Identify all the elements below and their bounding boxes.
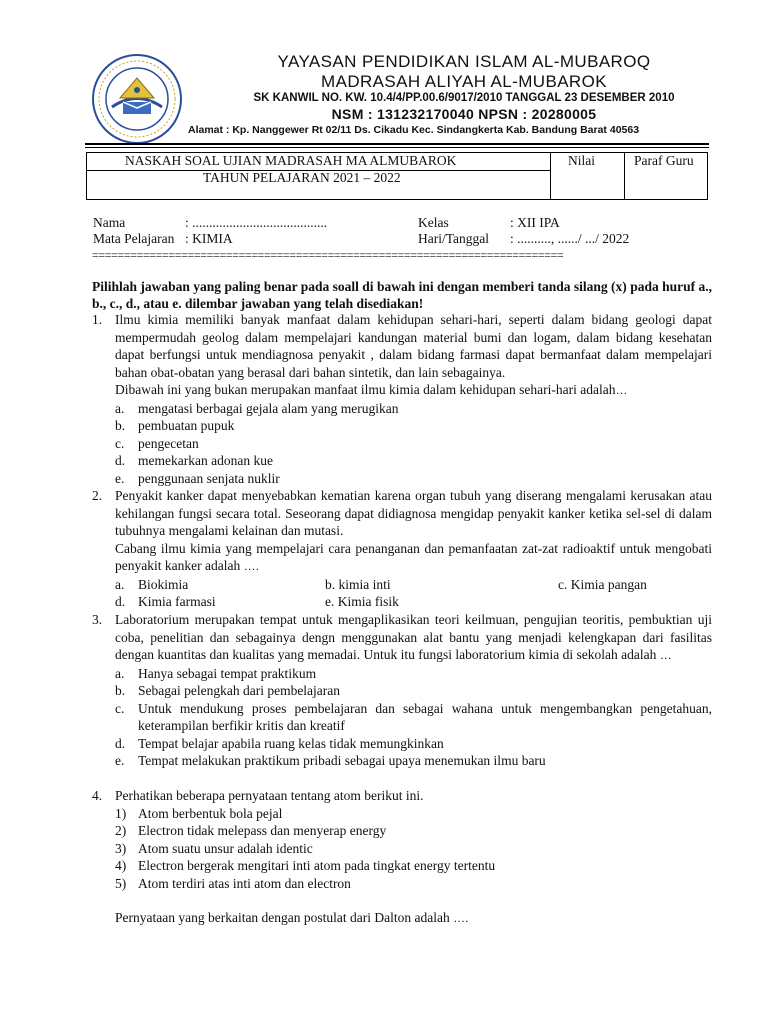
answer-option-a[interactable]: a. Hanya sebagai tempat praktikum [115,665,317,681]
nama-label: Nama [93,215,126,230]
mapel-label: Mata Pelajaran [93,231,175,246]
question-4 [92,787,712,928]
mapel-value: : KIMIA [185,231,233,246]
table-divider [550,153,551,199]
kelas-value: : XII IPA [510,215,560,230]
question-number: 1. [92,312,103,327]
answer-option-a-text[interactable]: Biokimia [138,576,189,592]
question-2 [92,487,712,611]
answer-option-e[interactable]: e. Tempat melakukan praktikum pribadi sebagai upaya menemukan ilmu baru [115,753,546,768]
divider-line: ========================================================================== [92,248,564,262]
question-text: Perhatikan beberapa pernyataan tentang atom berikut ini. [115,788,424,803]
answer-option-d[interactable]: d. [115,594,126,609]
address-line: Alamat : Kp. Nanggewer Rt 02/11 Ds. Cikadu Kec. Sindangkerta Kab. Bandung Barat 40563 [188,124,640,136]
kelas-label: Kelas [418,215,449,230]
decree-line: SK KANWIL NO. KW. 10.4/4/PP.00.6/9017/2010 TANGGAL 23 DESEMBER 2010 [253,92,675,104]
question-number: 2. [92,488,103,503]
answer-option-d-text[interactable]: Kimia farmasi [138,594,216,609]
letterhead-rule [85,143,709,145]
academic-year: TAHUN PELAJARAN 2021 – 2022 [203,170,401,185]
answer-option-d[interactable]: d. Tempat belajar apabila ruang kelas tidak memungkinkan [115,735,444,751]
statement-item: 4) Electron bergerak mengitari inti atom pada tingkat energy tertentu [115,858,496,873]
answer-option-e[interactable]: e. penggunaan senjata nuklir [115,470,280,486]
answer-option-c[interactable]: c. pengecetan [115,435,199,451]
statement-item: 1) Atom berbentuk bola pejal [115,805,283,821]
hari-tanggal-field[interactable]: : .........., ....../ .../ 2022 [510,231,630,246]
nilai-label: Nilai [568,153,595,168]
statement-item: 5) Atom terdiri atas inti atom dan electron [115,875,351,891]
answer-option-c[interactable]: c. Kimia pangan [558,576,647,592]
answer-option-c[interactable]: c. Untuk mendukung proses pembelajaran dan sebagai wahana untuk mengembangkan pengetahuan, keterampilan berfikir kritis dan kreatif [115,700,712,733]
exam-title: NASKAH SOAL UJIAN MADRASAH MA ALMUBAROK [125,153,457,168]
answer-option-b[interactable]: b. pembuatan pupuk [115,418,235,433]
question-1 [92,311,712,487]
exam-header-table [86,152,708,200]
school-emblem-icon [90,52,184,146]
foundation-name: YAYASAN PENDIDIKAN ISLAM AL-MUBAROQ [277,52,651,71]
answer-option-a[interactable]: a. mengatasi berbagai gejala alam yang merugikan [115,400,399,416]
answer-option-a[interactable]: a. [115,576,125,592]
question-prompt: Dibawah ini yang bukan merupakan manfaat ilmu kimia dalam kehidupan sehari-hari adalah… [115,382,628,397]
question-3 [92,611,712,770]
question-number: 4. [92,788,103,803]
nsm-npsn-line: NSM : 131232170040 NPSN : 20280005 [331,106,597,122]
school-name: MADRASAH ALIYAH AL-MUBAROK [321,72,607,91]
letterhead-rule-thin [85,147,709,148]
answer-option-e[interactable]: e. Kimia fisik [325,594,399,609]
question-number: 3. [92,612,103,627]
answer-option-b[interactable]: b. kimia inti [325,576,391,592]
paraf-guru-label: Paraf Guru [634,153,694,168]
question-text: Laboratorium merupakan tempat untuk mengaplikasikan teori keilmuan, pengujian teoritis, pembuktian uji coba, penelitian dan sebagainya dengn menggunakan alat bantu yang menjadi kelengkapan dari fasilitas dengan kuantitas dan kualitas yang memadai. Untuk itu fungsi laboratorium kimia di sekolah adalah … [115,612,712,662]
statement-item: 2) Electron tidak melepass dan menyerap energy [115,823,387,838]
hari-tanggal-label: Hari/Tanggal [418,231,490,246]
nama-field[interactable]: : ........................................ [185,215,328,230]
instructions: Pilihlah jawaban yang paling benar pada soall di bawah ini dengan memberi tanda silang (x) pada huruf a., b., c., d., atau e. dilembar jawaban yang telah disediakan! [92,279,712,311]
question-prompt: Cabang ilmu kimia yang mempelajari cara penanganan dan pemanfaatan zat-zat radioaktif untuk mengobati penyakit kanker adalah …. [115,540,712,573]
answer-option-d[interactable]: d. memekarkan adonan kue [115,453,273,468]
answer-option-b[interactable]: b. Sebagai pelengkah dari pembelajaran [115,683,341,698]
table-divider [624,153,625,199]
question-text: Penyakit kanker dapat menyebabkan kematian karena organ tubuh yang diserang mengalami kerusakan atau kehilangan fungsi secara total. Seseorang dapat didiagnosa mengidap penyakit kanker ketika sel-sel di dalam tubuhnya mengalami kelainan dan mutasi. [115,488,712,538]
question-text: Ilmu kimia memiliki banyak manfaat dalam kehidupan sehari-hari, seperti dalam bidang geologi dapat mempermudah geolog dalam mempelajari kandungan material bumi dan logam, dalam bidang kesehatan dapat berfungsi untuk mendiagnosa penyakit , dalam bidang farmasi dapat bermanfaat dalam mempelajari bahan obat-obatan yang berasal dari bahan sintetik, dan lain sebagainya. [115,312,712,380]
statement-item: 3) Atom suatu unsur adalah identic [115,840,313,856]
question-prompt: Pernyataan yang berkaitan dengan postulat dari Dalton adalah …. [115,910,469,925]
